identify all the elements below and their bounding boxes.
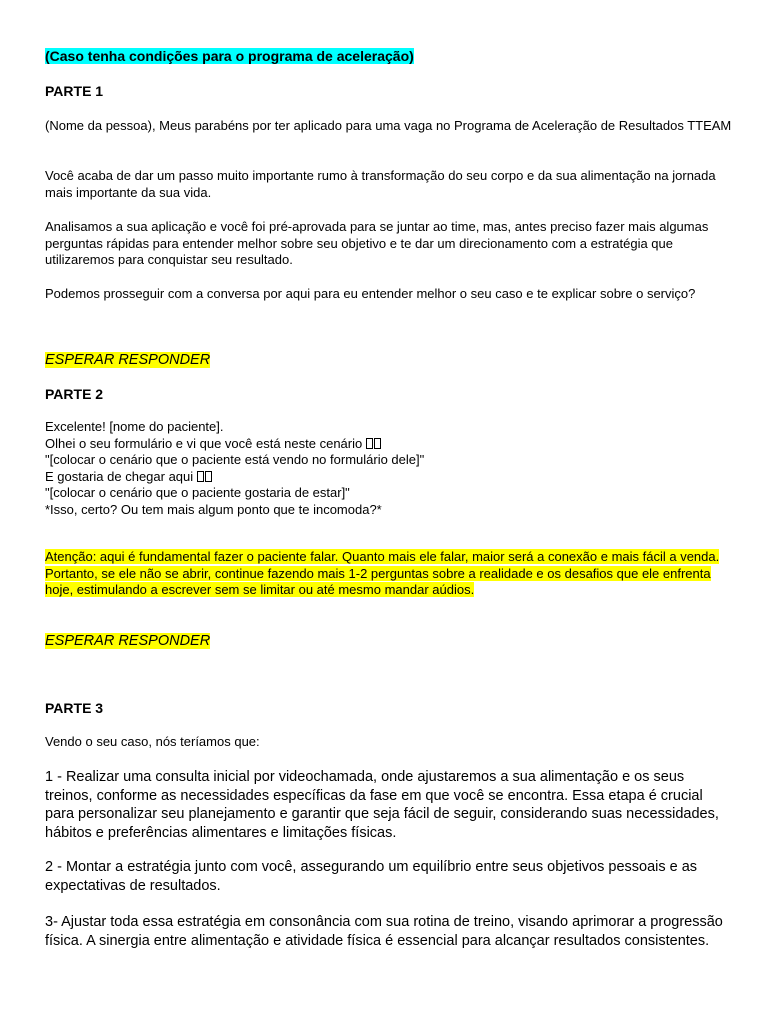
part1-paragraph-1: (Nome da pessoa), Meus parabéns por ter aplicado para uma vaga no Programa de Aceleração de Resultados TTEAM [45, 118, 732, 133]
attention-highlight: Atenção: aqui é fundamental fazer o paciente falar. Quanto mais ele falar, maior será a conexão e mais fácil a venda. Portanto, se ele não se abrir, continue fazendo mais 1-2 perguntas sobre a realidade e os desafios que ele enfrenta hoje, estimulando a escrever sem se limitar ou até mesmo mandar aúdios. [45, 549, 720, 597]
part1-wait-note [45, 351, 735, 369]
part2-line-3: "[colocar o cenário que o paciente está vendo no formulário dele]" [45, 452, 425, 467]
part3-item-1: 1 - Realizar uma consulta inicial por videochamada, onde ajustaremos a sua alimentação e os seus treinos, conforme as necessidades específicas da fase em que você se encontra. Essa etapa é crucial para personalizar seu planejamento e garantir que seja fácil de seguir, considerando suas necessidades, hábitos e preferências alimentares e limitações físicas. [45, 769, 719, 841]
part2-line-2 [45, 436, 735, 453]
part2-attention-note [45, 549, 735, 599]
part3-item-2: 2 - Montar a estratégia junto com você, assegurando um equilíbrio entre seus objetivos pessoais e as expectativas de resultados. [45, 859, 698, 894]
part2-line-1: Excelente! [nome do paciente]. [45, 419, 224, 434]
emoji-placeholder-icon [374, 438, 381, 449]
part2-message [45, 419, 735, 518]
part3-heading: PARTE 3 [45, 700, 104, 716]
document-title [45, 46, 735, 66]
wait-highlight: ESPERAR RESPONDER [45, 352, 211, 368]
part2-line-2-text: Olhei o seu formulário e vi que você está neste cenário [45, 435, 363, 451]
part1-paragraph-3: Analisamos a sua aplicação e você foi pré-aprovada para se juntar ao time, mas, antes preciso fazer mais algumas perguntas rápidas para entender melhor sobre seu objetivo e te dar um direcionamento com a estratégia que utilizaremos para conquistar seu resultado. [45, 219, 709, 267]
part1-paragraph-4: Podemos prosseguir com a conversa por aqui para eu entender melhor o seu caso e te explicar sobre o serviço? [45, 286, 696, 301]
part2-wait-note [45, 632, 735, 650]
title-highlight: (Caso tenha condições para o programa de aceleração) [45, 48, 414, 64]
part1-paragraph-2: Você acaba de dar um passo muito importante rumo à transformação do seu corpo e da sua alimentação na jornada mais importante da sua vida. [45, 168, 716, 200]
part3-intro: Vendo o seu caso, nós teríamos que: [45, 734, 260, 749]
part2-heading: PARTE 2 [45, 386, 104, 402]
emoji-placeholder-icon [205, 471, 212, 482]
part2-line-5: "[colocar o cenário que o paciente gostaria de estar]" [45, 485, 350, 500]
emoji-placeholder-icon [197, 471, 204, 482]
part2-line-4-text: E gostaria de chegar aqui [45, 468, 194, 484]
part2-line-6: *Isso, certo? Ou tem mais algum ponto que te incomoda?* [45, 501, 382, 517]
wait-highlight: ESPERAR RESPONDER [45, 633, 211, 649]
part2-line-4 [45, 469, 735, 486]
part1-heading: PARTE 1 [45, 83, 104, 99]
emoji-placeholder-icon [366, 438, 373, 449]
part3-item-3: 3- Ajustar toda essa estratégia em consonância com sua rotina de treino, visando aprimorar a progressão física. A sinergia entre alimentação e atividade física é essencial para alcançar resultados consistentes. [45, 914, 723, 949]
